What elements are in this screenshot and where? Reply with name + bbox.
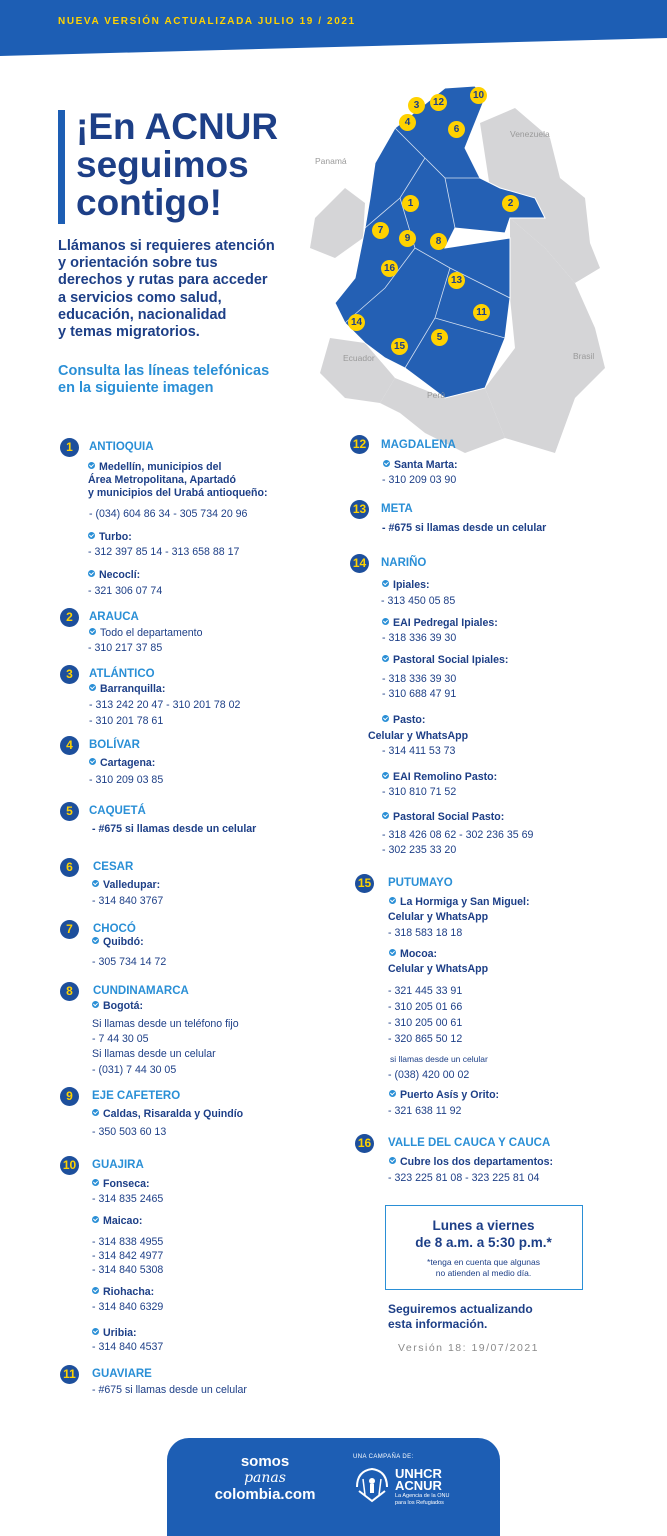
- headline-accent-bar: [58, 110, 65, 224]
- check-icon: [382, 618, 389, 625]
- phone-number: - 302 235 33 20: [382, 844, 457, 856]
- somos-panas-logo[interactable]: [205, 1454, 325, 1503]
- footer: [167, 1438, 500, 1536]
- check-icon: [89, 758, 96, 765]
- check-icon: [92, 880, 99, 887]
- call-note: Si llamas desde un teléfono fijo: [92, 1018, 239, 1030]
- phone-number: - 305 734 14 72: [92, 956, 167, 968]
- map-marker-8: 8: [430, 233, 447, 250]
- consult-text: [58, 363, 318, 397]
- dept-number: 14: [350, 554, 369, 573]
- hours-line: de 8 a.m. a 5:30 p.m.*: [415, 1235, 552, 1250]
- brand-acnur: ACNUR: [395, 1478, 442, 1493]
- headline: [76, 108, 336, 222]
- map-marker-16: 16: [381, 260, 398, 277]
- location-label: Celular y WhatsApp: [388, 911, 489, 923]
- phone-number: - 314 840 5308: [92, 1264, 164, 1276]
- map-marker-14: 14: [348, 314, 365, 331]
- phone-number: - 310 205 01 66: [388, 1001, 463, 1013]
- phone-number: - 314 411 53 73: [382, 745, 456, 757]
- map-label-venezuela: Venezuela: [510, 129, 550, 139]
- version-label: Versión 18: 19/07/2021: [398, 1342, 540, 1354]
- map-marker-13: 13: [448, 272, 465, 289]
- brand-subtitle-line: La Agencia de la ONU: [395, 1493, 450, 1499]
- location-label: Medellín, municipios del: [88, 461, 221, 474]
- phone-number: - 350 503 60 13: [92, 1126, 167, 1138]
- location-label: Necoclí:: [88, 569, 140, 582]
- location-label: Cartagena:: [89, 757, 155, 770]
- dept-name: ANTIOQUIA: [89, 441, 154, 453]
- map-marker-6: 6: [448, 121, 465, 138]
- phone-number: - 314 835 2465: [92, 1193, 164, 1205]
- check-icon: [389, 1157, 396, 1164]
- phone-number: - 318 426 08 62 - 302 236 35 69: [382, 829, 534, 841]
- check-icon: [92, 1287, 99, 1294]
- phone-number: - 318 336 39 30: [382, 673, 457, 685]
- phone-number: - 318 583 18 18: [388, 927, 463, 939]
- map-label-brasil: Brasil: [573, 351, 595, 361]
- phone-number: - 310 201 78 61: [89, 715, 164, 727]
- check-icon: [389, 897, 396, 904]
- location-label: Caldas, Risaralda y Quindío: [92, 1108, 243, 1121]
- phone-number: - 7 44 30 05: [92, 1033, 149, 1045]
- phone-number: - 313 450 05 85: [381, 595, 456, 607]
- dept-number: 12: [350, 435, 369, 454]
- colombia-map: [305, 68, 605, 468]
- phone-number: - (034) 604 86 34 - 305 734 20 96: [89, 508, 248, 520]
- headline-line: seguimos: [76, 144, 249, 185]
- map-marker-2: 2: [502, 195, 519, 212]
- location-label: Cubre los dos departamentos:: [389, 1156, 553, 1169]
- dept-number: 9: [60, 1087, 79, 1106]
- dept-name: NARIÑO: [381, 557, 427, 569]
- hours-line: Lunes a viernes: [432, 1218, 535, 1233]
- consult-line: Consulta las líneas telefónicas: [58, 363, 270, 379]
- location-label: Celular y WhatsApp: [368, 730, 469, 742]
- dept-number: 1: [60, 438, 79, 457]
- hours-note-line: no atienden al medio día.: [435, 1268, 532, 1278]
- consult-line: en la siguiente imagen: [58, 380, 214, 396]
- location-label: Turbo:: [88, 531, 132, 544]
- check-icon: [382, 812, 389, 819]
- headline-line: ¡En ACNUR: [76, 106, 279, 147]
- banner-text: NUEVA VERSIÓN ACTUALIZADA JULIO 19 / 2021: [58, 16, 356, 27]
- dept-name: MAGDALENA: [381, 439, 456, 451]
- check-icon: [92, 1179, 99, 1186]
- phone-number: - 314 840 4537: [92, 1341, 164, 1353]
- phone-number: - 312 397 85 14 - 313 658 88 17: [88, 546, 240, 558]
- map-marker-15: 15: [391, 338, 408, 355]
- location-label: y municipios del Urabá antioqueño:: [88, 487, 268, 499]
- check-icon: [92, 1109, 99, 1116]
- location-label: Pasto:: [382, 714, 425, 727]
- check-icon: [389, 1090, 396, 1097]
- dept-name: PUTUMAYO: [388, 877, 453, 889]
- phone-number: - #675 si llamas desde un celular: [92, 1384, 247, 1396]
- check-icon: [382, 772, 389, 779]
- phone-number: - 314 838 4955: [92, 1236, 164, 1248]
- phone-number: - 321 638 11 92: [388, 1105, 462, 1117]
- dept-name: ATLÁNTICO: [89, 668, 155, 680]
- map-marker-5: 5: [431, 329, 448, 346]
- check-icon: [88, 462, 95, 469]
- check-icon: [88, 570, 95, 577]
- location-label: Puerto Asís y Orito:: [389, 1089, 499, 1102]
- phone-number: - (031) 7 44 30 05: [92, 1064, 177, 1076]
- map-label-peru: Perú: [427, 390, 445, 400]
- dept-number: 16: [355, 1134, 374, 1153]
- dept-number: 6: [60, 858, 79, 877]
- location-label: Pastoral Social Ipiales:: [382, 654, 508, 667]
- intro-text: [58, 238, 318, 341]
- dept-number: 13: [350, 500, 369, 519]
- location-label: Barranquilla:: [89, 683, 165, 696]
- dept-name: BOLÍVAR: [89, 739, 140, 751]
- location-label: Mocoa:: [389, 948, 437, 961]
- update-line: esta información.: [388, 1317, 488, 1331]
- check-icon: [92, 1328, 99, 1335]
- intro-line: a servicios como salud,: [58, 289, 222, 306]
- dept-name: EJE CAFETERO: [92, 1090, 181, 1102]
- phone-number: - 321 445 33 91: [388, 985, 463, 997]
- map-marker-3: 3: [408, 97, 425, 114]
- check-icon: [382, 580, 389, 587]
- call-note: si llamas desde un celular: [390, 1054, 488, 1064]
- dept-number: 2: [60, 608, 79, 627]
- dept-name: CUNDINAMARCA: [93, 985, 189, 997]
- phone-number: - 314 840 3767: [92, 895, 164, 907]
- phone-number: - 321 306 07 74: [88, 585, 163, 597]
- location-label: EAI Remolino Pasto:: [382, 771, 497, 784]
- hours-note-line: *tenga en cuenta que algunas: [427, 1257, 540, 1267]
- check-icon: [382, 655, 389, 662]
- location-label: Riohacha:: [92, 1286, 154, 1299]
- unhcr-emblem-icon: [353, 1465, 391, 1505]
- map-marker-9: 9: [399, 230, 416, 247]
- update-notice: [388, 1302, 533, 1332]
- phone-number: - 310 217 37 85: [88, 642, 163, 654]
- check-icon: [389, 949, 396, 956]
- dept-name: CESAR: [93, 861, 134, 873]
- dept-name: GUAVIARE: [92, 1368, 152, 1380]
- dept-number: 3: [60, 665, 79, 684]
- intro-line: Llámanos si requieres atención: [58, 238, 275, 254]
- brand-unhcr: UNHCR: [395, 1466, 442, 1481]
- phone-number: - 318 336 39 30: [382, 632, 457, 644]
- phone-number: - 310 209 03 85: [89, 774, 164, 786]
- phone-number: - #675 si llamas desde un celular: [382, 522, 547, 534]
- dept-name: VALLE DEL CAUCA Y CAUCA: [388, 1137, 551, 1149]
- check-icon: [89, 628, 96, 635]
- map-marker-12: 12: [430, 94, 447, 111]
- check-icon: [383, 460, 390, 467]
- dept-name: GUAJIRA: [92, 1159, 144, 1171]
- intro-line: derechos y rutas para acceder: [58, 272, 268, 289]
- location-label: EAI Pedregal Ipiales:: [382, 617, 498, 630]
- location-label: Valledupar:: [92, 879, 160, 892]
- location-label: Fonseca:: [92, 1178, 150, 1191]
- location-label: Uribia:: [92, 1327, 137, 1340]
- map-marker-11: 11: [473, 304, 490, 321]
- header-banner: [0, 0, 667, 56]
- location-label: Maicao:: [92, 1215, 142, 1228]
- dept-number: 10: [60, 1156, 79, 1175]
- dept-number: 8: [60, 982, 79, 1001]
- location-label: Área Metropolitana, Apartadó: [88, 474, 236, 486]
- dept-number: 4: [60, 736, 79, 755]
- dept-number: 5: [60, 802, 79, 821]
- dept-number: 7: [60, 920, 79, 939]
- location-label: La Hormiga y San Miguel:: [389, 896, 530, 909]
- phone-number: - 314 840 6329: [92, 1301, 164, 1313]
- brand-subtitle: [395, 1493, 465, 1507]
- hours-box: [385, 1205, 583, 1290]
- phone-number: - 310 688 47 91: [382, 688, 457, 700]
- banner-shape: [0, 0, 667, 56]
- phone-number: - 310 209 03 90: [382, 474, 457, 486]
- intro-line: educación, nacionalidad: [58, 306, 227, 323]
- dept-number: 15: [355, 874, 374, 893]
- check-icon: [92, 1216, 99, 1223]
- map-marker-4: 4: [399, 114, 416, 131]
- check-icon: [92, 937, 99, 944]
- dept-number: 11: [60, 1365, 79, 1384]
- location-label: Celular y WhatsApp: [388, 963, 489, 975]
- logo-panas: panas: [244, 1470, 286, 1486]
- check-icon: [88, 532, 95, 539]
- check-icon: [92, 1001, 99, 1008]
- intro-line: y temas migratorios.: [58, 324, 200, 341]
- brand-subtitle-line: para los Refugiados: [395, 1500, 444, 1506]
- campaign-label: UNA CAMPAÑA DE:: [353, 1454, 414, 1460]
- call-note: Si llamas desde un celular: [92, 1048, 216, 1060]
- phone-number: - #675 si llamas desde un celular: [92, 823, 257, 835]
- logo-somos: somos: [240, 1453, 290, 1470]
- phone-number: - 310 205 00 61: [388, 1017, 463, 1029]
- map-panama: [310, 188, 365, 258]
- unhcr-logo: [353, 1454, 450, 1506]
- hours-text: [386, 1217, 581, 1251]
- dept-name: CHOCÓ: [93, 923, 136, 935]
- dept-name: CAQUETÁ: [89, 805, 146, 817]
- location-label: Quibdó:: [92, 936, 144, 949]
- headline-line: contigo!: [76, 182, 222, 223]
- phone-number: - 314 842 4977: [92, 1250, 164, 1262]
- dept-name: META: [381, 503, 413, 515]
- hours-note: [386, 1257, 581, 1279]
- location-label: Ipiales:: [382, 579, 430, 592]
- check-icon: [382, 715, 389, 722]
- update-line: Seguiremos actualizando: [388, 1302, 533, 1316]
- phone-number: - (038) 420 00 02: [388, 1069, 470, 1081]
- map-label-ecuador: Ecuador: [343, 353, 375, 363]
- logo-site: colombia.com: [214, 1486, 316, 1503]
- map-marker-10: 10: [470, 87, 487, 104]
- location-label: Pastoral Social Pasto:: [382, 811, 504, 824]
- intro-line: y orientación sobre tus: [58, 255, 218, 272]
- location-label: Todo el departamento: [89, 627, 202, 640]
- map-label-panama: Panamá: [315, 156, 347, 166]
- location-label: Bogotá:: [92, 1000, 143, 1013]
- phone-number: - 313 242 20 47 - 310 201 78 02: [89, 699, 241, 711]
- map-marker-1: 1: [402, 195, 419, 212]
- location-label: Santa Marta:: [383, 459, 458, 472]
- phone-number: - 323 225 81 08 - 323 225 81 04: [388, 1172, 540, 1184]
- check-icon: [89, 684, 96, 691]
- dept-name: ARAUCA: [89, 611, 139, 623]
- map-marker-7: 7: [372, 222, 389, 239]
- phone-number: - 320 865 50 12: [388, 1033, 463, 1045]
- phone-number: - 310 810 71 52: [382, 786, 457, 798]
